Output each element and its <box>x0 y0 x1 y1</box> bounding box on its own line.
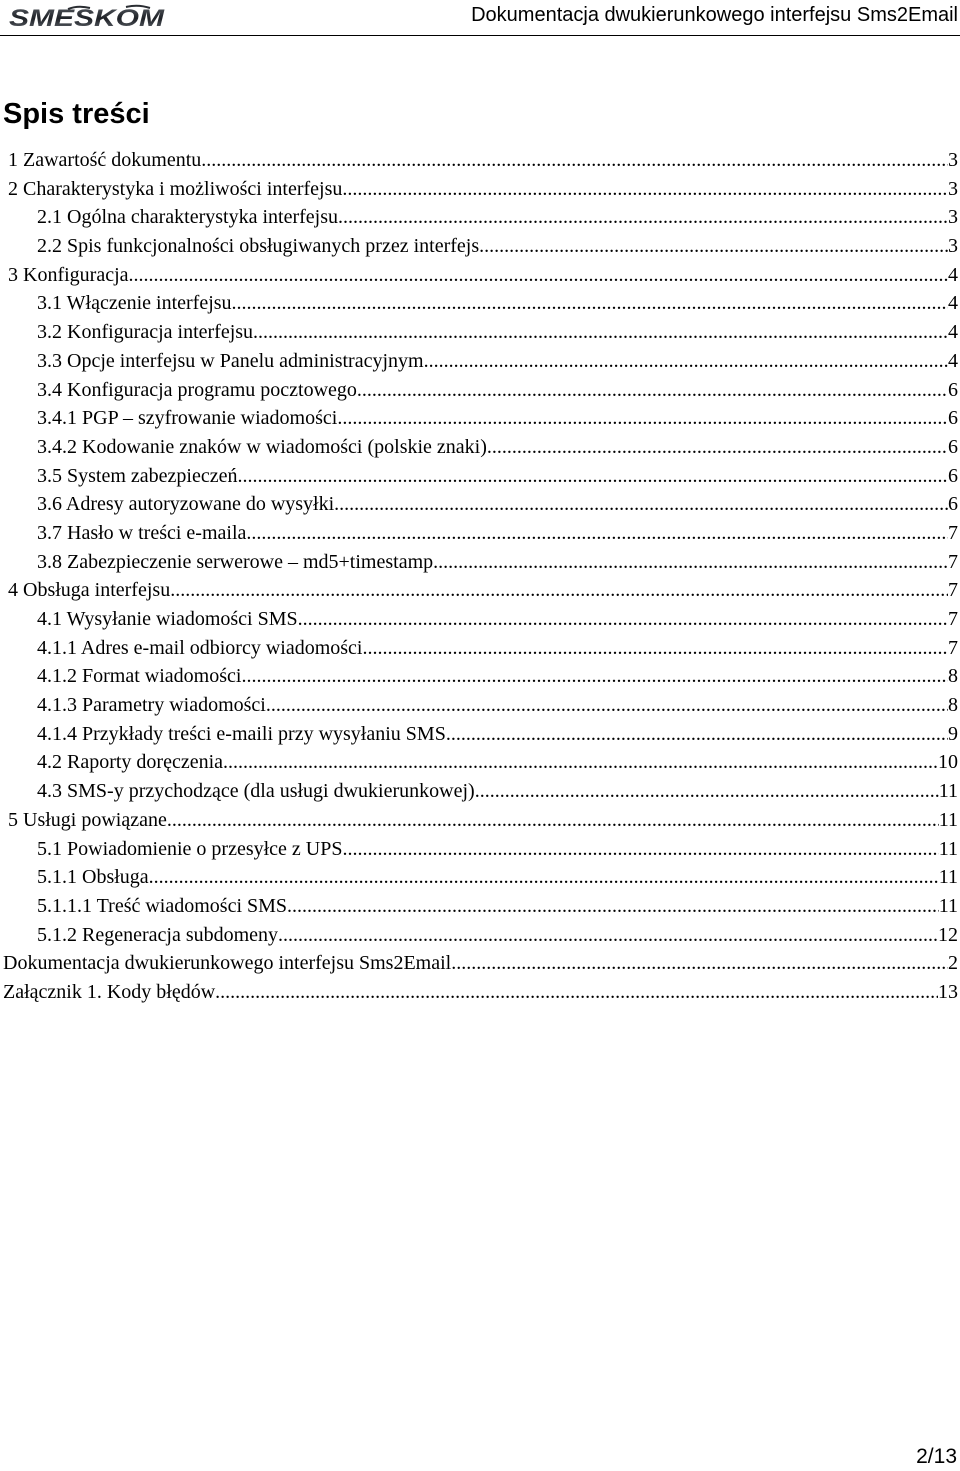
toc-entry[interactable] <box>0 462 958 491</box>
toc-entry-title: 1 Zawartość dokumentu <box>8 149 202 171</box>
toc-entry-page: 4 <box>948 349 958 372</box>
toc-entry[interactable] <box>0 576 958 605</box>
toc-entry-leader <box>487 433 948 462</box>
toc-entry-page: 10 <box>938 751 958 774</box>
toc-entry[interactable] <box>0 289 958 318</box>
toc-entry[interactable] <box>0 892 958 921</box>
toc-entry-leader <box>278 921 938 950</box>
toc-entry-title: 3.4 Konfiguracja programu pocztowego <box>37 378 357 401</box>
toc-entry-page: 11 <box>938 837 958 860</box>
toc-entry-title: 3.3 Opcje interfejsu w Panelu administracyjnym <box>37 349 424 372</box>
toc-entry-leader <box>215 978 938 1007</box>
toc-entry-page: 3 <box>948 206 958 229</box>
toc-entry-leader <box>241 662 948 691</box>
toc-entry-page: 11 <box>938 866 958 889</box>
toc-entry-leader <box>446 720 948 749</box>
toc-entry-title: 3 Konfiguracja <box>8 263 129 286</box>
toc-entry[interactable] <box>0 203 958 232</box>
toc-entry-leader <box>201 146 948 175</box>
toc-entry-leader <box>424 347 948 376</box>
toc-entry-leader <box>129 261 948 290</box>
toc-entry-title: 5 Usługi powiązane <box>8 808 167 831</box>
toc-entry-page: 8 <box>948 694 958 717</box>
toc-entry-title: 3.2 Konfiguracja interfejsu <box>37 321 254 344</box>
toc-entry-leader <box>223 748 938 777</box>
toc-entry-title: 4.3 SMS-y przychodzące (dla usługi dwukierunkowej) <box>37 780 475 803</box>
toc-entry-title: 5.1 Powiadomienie o przesyłce z UPS <box>37 837 343 860</box>
toc-entry-leader <box>475 777 939 806</box>
toc-entry-title: 2.1 Ogólna charakterystyka interfejsu <box>37 206 339 229</box>
toc-entry-page: 2 <box>948 952 958 975</box>
toc-heading: Spis treści <box>3 98 150 130</box>
toc-entry-title: 4 Obsługa interfejsu <box>8 579 171 602</box>
smeskom-logo <box>8 4 170 30</box>
toc-entry-title: 5.1.1.1 Treść wiadomości SMS <box>37 894 288 917</box>
toc-entry-page: 6 <box>948 493 958 516</box>
toc-entry[interactable] <box>0 404 958 433</box>
toc-entry-leader <box>253 318 948 347</box>
toc-entry-title: 3.1 Włączenie interfejsu <box>37 292 232 315</box>
toc-entry-title: Załącznik 1. Kody błędów <box>3 980 216 1003</box>
toc-entry-title: 2.2 Spis funkcjonalności obsługiwanych przez interfejs <box>37 235 480 258</box>
toc-entry-leader <box>343 835 939 864</box>
page-number: 2/13 <box>916 1445 957 1468</box>
toc-entry-leader <box>342 175 948 204</box>
toc-entry-page: 8 <box>948 665 958 688</box>
toc-entry[interactable] <box>0 261 958 290</box>
toc-entry-title: 4.2 Raporty doręczenia <box>37 751 224 774</box>
toc-entry-page: 7 <box>948 521 958 544</box>
toc-entry[interactable] <box>0 433 958 462</box>
toc-entry[interactable] <box>0 777 958 806</box>
toc-entry[interactable] <box>0 548 958 577</box>
toc-entry-title: Dokumentacja dwukierunkowego interfejsu Sms2Email <box>3 952 452 975</box>
toc-entry-leader <box>363 634 949 663</box>
toc-entry-page: 7 <box>948 636 958 659</box>
table-of-contents <box>0 146 958 1007</box>
toc-entry-page: 4 <box>948 292 958 315</box>
toc-entry-page: 11 <box>938 894 958 917</box>
toc-entry-leader <box>357 376 948 405</box>
toc-entry-page: 3 <box>948 235 958 258</box>
toc-entry-title: 4.1 Wysyłanie wiadomości SMS <box>37 608 298 630</box>
toc-entry[interactable] <box>0 347 958 376</box>
toc-entry[interactable] <box>0 662 958 691</box>
toc-entry-page: 7 <box>948 550 958 573</box>
toc-entry-page: 4 <box>948 263 958 286</box>
toc-entry-page: 11 <box>938 780 958 803</box>
toc-entry-title: 5.1.1 Obsługa <box>37 866 149 889</box>
toc-entry-page: 4 <box>948 321 958 344</box>
toc-entry[interactable] <box>0 978 958 1007</box>
toc-entry-page: 13 <box>938 980 958 1003</box>
toc-entry[interactable] <box>0 605 958 634</box>
toc-entry[interactable] <box>0 691 958 720</box>
page-header <box>0 0 960 36</box>
toc-entry-title: 2 Charakterystyka i możliwości interfejsu <box>8 177 343 200</box>
toc-entry-leader <box>237 462 948 491</box>
toc-entry-title: 3.7 Hasło w treści e-maila <box>37 521 247 544</box>
toc-entry-leader <box>451 949 948 978</box>
toc-entry[interactable] <box>0 806 958 835</box>
toc-entry[interactable] <box>0 835 958 864</box>
toc-entry-leader <box>338 203 948 232</box>
toc-entry-title: 5.1.2 Regeneracja subdomeny <box>37 923 279 946</box>
toc-entry-title: 3.6 Adresy autoryzowane do wysyłki <box>37 493 335 516</box>
toc-entry-leader <box>298 605 948 634</box>
toc-entry[interactable] <box>0 949 958 978</box>
toc-entry-page: 6 <box>948 378 958 401</box>
toc-entry-leader <box>167 806 939 835</box>
toc-entry-page: 6 <box>948 407 958 430</box>
toc-entry-title: 4.1.2 Format wiadomości <box>37 665 242 688</box>
toc-entry[interactable] <box>0 863 958 892</box>
toc-entry-page: 11 <box>938 808 958 831</box>
toc-entry-page: 7 <box>948 608 958 630</box>
svg-text:SMESKOM: SMESKOM <box>9 5 166 30</box>
toc-entry-title: 4.1.4 Przykłady treści e-maili przy wysyłaniu SMS <box>37 722 446 745</box>
toc-entry[interactable] <box>0 318 958 347</box>
toc-entry-leader <box>337 404 948 433</box>
toc-entry-title: 3.5 System zabezpieczeń <box>37 464 238 487</box>
toc-entry-page: 6 <box>948 464 958 487</box>
toc-entry[interactable] <box>0 921 958 950</box>
toc-entry-page: 12 <box>938 923 958 946</box>
header-divider <box>0 35 960 36</box>
toc-entry[interactable] <box>0 720 958 749</box>
toc-entry-title: 3.8 Zabezpieczenie serwerowe – md5+timestamp <box>37 550 434 573</box>
toc-entry[interactable] <box>0 232 958 261</box>
toc-entry[interactable] <box>0 146 958 175</box>
toc-entry-page: 3 <box>948 149 958 171</box>
toc-entry-title: 3.4.2 Kodowanie znaków w wiadomości (polskie znaki) <box>37 435 487 458</box>
toc-entry-leader <box>170 576 948 605</box>
toc-entry-page: 7 <box>948 579 958 602</box>
toc-entry-title: 4.1.1 Adres e-mail odbiorcy wiadomości <box>37 636 363 659</box>
toc-entry-leader <box>287 892 939 921</box>
toc-entry-page: 9 <box>948 722 958 745</box>
toc-entry[interactable] <box>0 175 958 204</box>
toc-entry-leader <box>433 548 948 577</box>
toc-entry[interactable] <box>0 490 958 519</box>
toc-entry-leader <box>246 519 948 548</box>
toc-entry-title: 3.4.1 PGP – szyfrowanie wiadomości <box>37 407 338 430</box>
toc-entry-leader <box>149 863 939 892</box>
toc-entry-page: 6 <box>948 435 958 458</box>
toc-entry[interactable] <box>0 519 958 548</box>
toc-entry-leader <box>479 232 948 261</box>
toc-entry-leader <box>232 289 948 318</box>
toc-entry-title: 4.1.3 Parametry wiadomości <box>37 694 266 717</box>
toc-entry[interactable] <box>0 634 958 663</box>
toc-entry-page: 3 <box>948 177 958 200</box>
toc-entry[interactable] <box>0 376 958 405</box>
toc-entry-leader <box>266 691 948 720</box>
toc-entry-leader <box>334 490 948 519</box>
toc-entry[interactable] <box>0 748 958 777</box>
header-document-title: Dokumentacja dwukierunkowego interfejsu Sms2Email <box>471 4 958 26</box>
